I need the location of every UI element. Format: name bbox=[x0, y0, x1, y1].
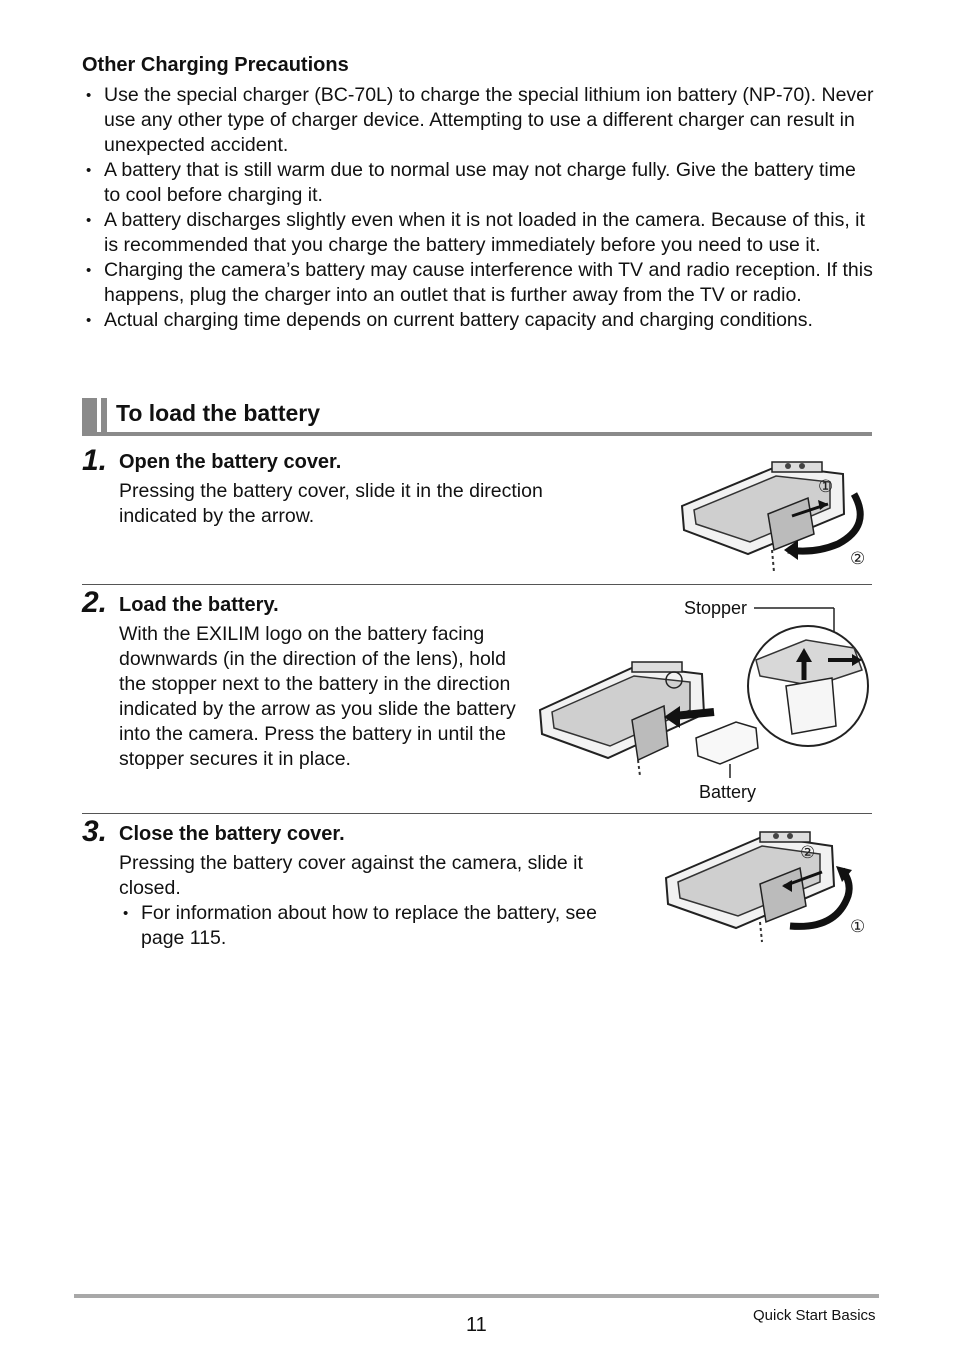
section-bar-block bbox=[101, 398, 107, 432]
footer-section-label: Quick Start Basics bbox=[753, 1307, 876, 1324]
step-3-note: • For information about how to replace the battery, see page 115. bbox=[119, 901, 641, 951]
camera-close-cover-illustration bbox=[656, 826, 872, 950]
precaution-item: • Actual charging time depends on current battery capacity and charging conditions. bbox=[84, 308, 874, 333]
precaution-item: • Use the special charger (BC-70L) to charge the special lithium ion battery (NP-70). Never use any other type of charger device. Attempting to use a different charger can result in unexpected accident. bbox=[84, 83, 874, 158]
battery-label: Battery bbox=[699, 782, 757, 802]
step-divider bbox=[82, 813, 872, 814]
precautions-list bbox=[84, 83, 874, 333]
precaution-item: • A battery that is still warm due to normal use may not charge fully. Give the battery time to cool before charging it. bbox=[84, 158, 874, 208]
section-header bbox=[82, 398, 872, 436]
step-1-marker-1: ① bbox=[818, 477, 834, 497]
camera-open-cover-illustration bbox=[668, 454, 874, 578]
footer-rule bbox=[74, 1294, 879, 1298]
section-underline bbox=[82, 432, 872, 436]
section-title: To load the battery bbox=[116, 400, 321, 426]
page-number: 11 bbox=[466, 1314, 487, 1336]
step-2-number: 2. bbox=[82, 586, 108, 619]
step-1-marker-2: ② bbox=[850, 549, 866, 569]
step-2-body: With the EXILIM logo on the battery facing downwards (in the direction of the lens), hold the stopper next to the battery in the direction indicated by the arrow as you slide the battery into the camera. Press the battery in until the stopper secures it in place. bbox=[119, 623, 516, 770]
section-bar-block bbox=[82, 398, 97, 432]
step-1-title: Open the battery cover. bbox=[119, 451, 342, 473]
precaution-item: • A battery discharges slightly even when it is not loaded in the camera. Because of this, it is recommended that you charge the battery immediately before you need to use it. bbox=[84, 208, 874, 258]
step-3-title: Close the battery cover. bbox=[119, 823, 345, 845]
step-2-title: Load the battery. bbox=[119, 594, 279, 616]
step-divider bbox=[82, 584, 872, 585]
precaution-item: • Charging the camera’s battery may cause interference with TV and radio reception. If this happens, plug the charger into an outlet that is further away from the TV or radio. bbox=[84, 258, 874, 308]
camera-load-battery-illustration bbox=[536, 600, 874, 785]
stopper-label: Stopper bbox=[684, 598, 748, 618]
step-3-marker-2: ② bbox=[800, 843, 816, 863]
step-3-number: 3. bbox=[82, 815, 108, 848]
step-1-body: Pressing the battery cover, slide it in the direction indicated by the arrow. bbox=[119, 480, 543, 527]
step-3-body: Pressing the battery cover against the camera, slide it closed. bbox=[119, 852, 583, 899]
step-1-number: 1. bbox=[82, 444, 108, 477]
step-3-marker-1: ① bbox=[850, 917, 866, 937]
precautions-heading: Other Charging Precautions bbox=[82, 54, 349, 76]
